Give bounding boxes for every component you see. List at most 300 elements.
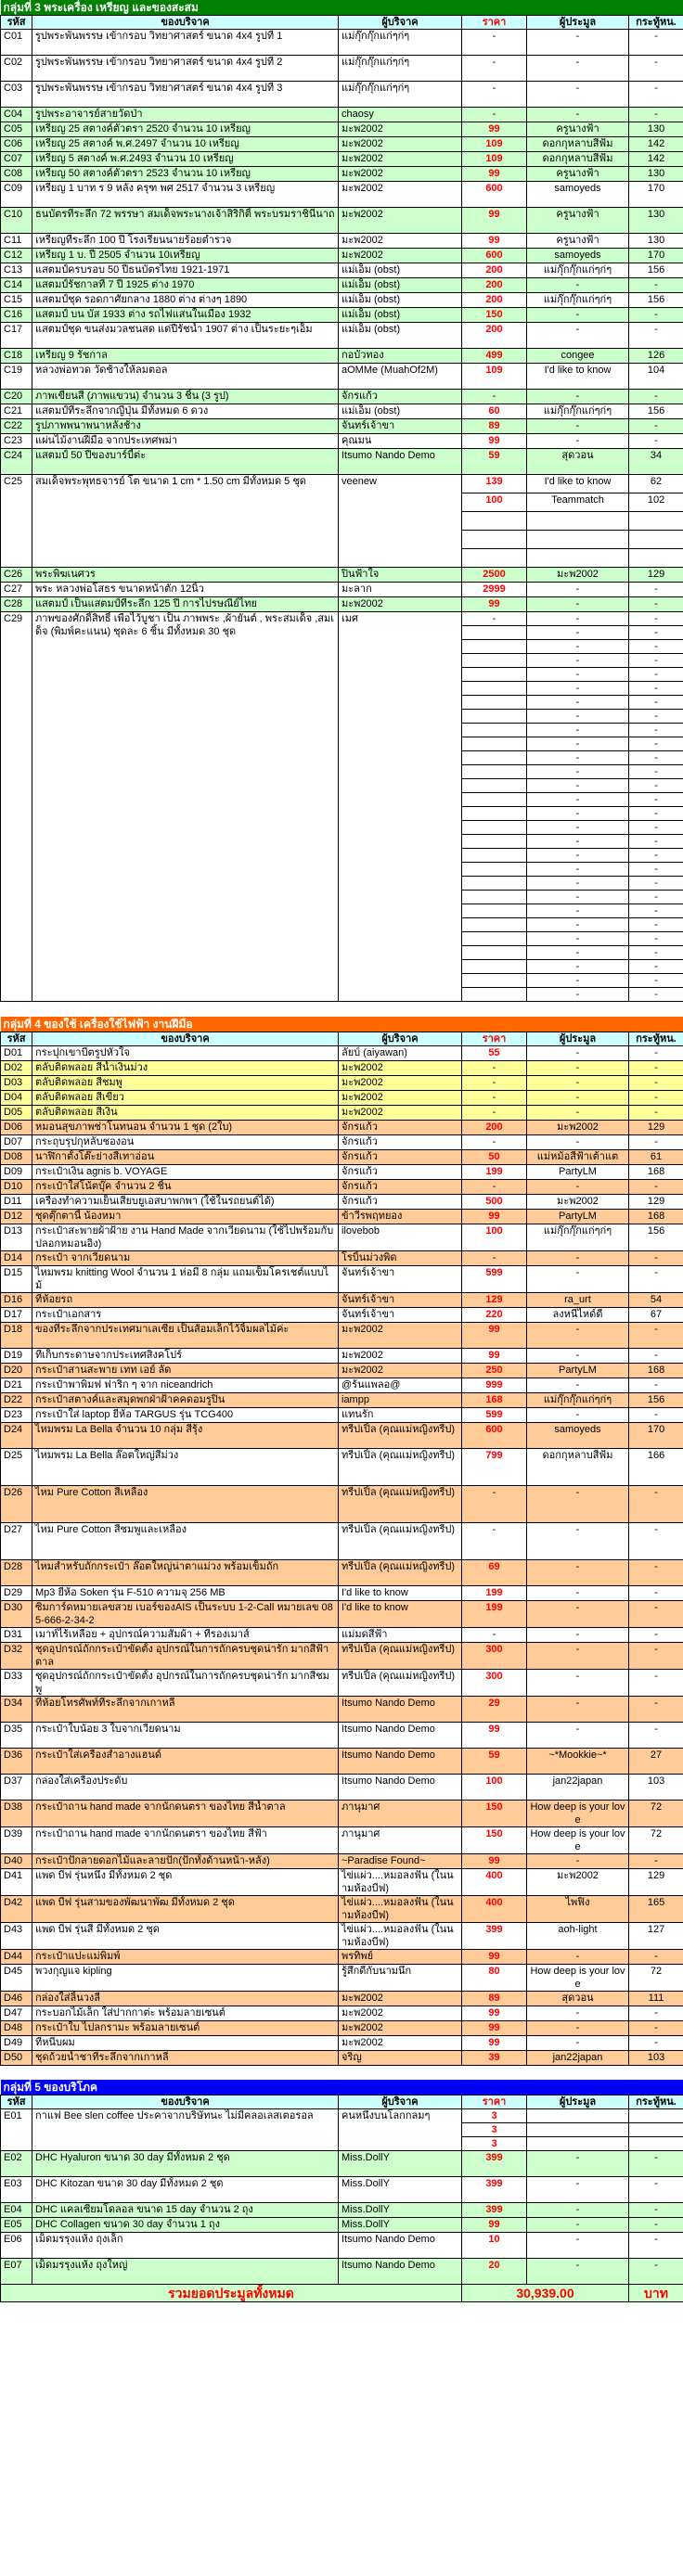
table-row [1,1669,683,1696]
bidder-name: มะพ2002 [527,1194,629,1209]
item-code: C12 [1,249,32,263]
table-row [1,1090,683,1105]
item-code: C20 [1,390,32,404]
price: 99 [462,1949,527,1964]
table-row [1,1105,683,1120]
item-name: ธนบัตรที่ระลึก 72 พรรษา สมเด็จพระนางเจ้าสิริกิติ์ พระบรมราชินีนาถ [32,208,339,234]
bidder-name: - [527,737,629,751]
donor-name: ทรีปเปิ้ล (คุณแม่หญิงทรีป) [339,1642,462,1669]
item-name: เครื่องทำความเย็นเสียบยูเอสบาพกพา (ใช้ในรถยนต์ได้) [32,1194,339,1209]
price: 150 [462,1800,527,1826]
item-name: กล่องใส่ลิ้นวงลี [32,1991,339,2006]
thread-number: - [629,765,683,779]
table-row [1,434,683,449]
bidder-name: aoh-light [527,1922,629,1949]
item-code: D09 [1,1164,32,1179]
header-donor: ผู้บริจาค [339,1032,462,1045]
bidder-name: - [527,946,629,960]
bidder-name: congee [527,349,629,364]
donor-name: จันทร์เจ้าขา [339,1292,462,1307]
thread-number: - [629,2233,683,2259]
thread-number: - [629,960,683,974]
thread-number: - [629,1696,683,1722]
price [462,793,527,807]
bidder-name: ครูนางฟ้า [527,234,629,249]
section-header [1,2080,683,2095]
bidder-name: - [527,835,629,849]
bidder-name: PartyLM [527,1164,629,1179]
bidder-name: - [527,1722,629,1748]
price: - [462,1250,527,1265]
item-code: C06 [1,137,32,152]
column-header-row [1,2095,683,2109]
bidder-name: How deep is your love [527,1826,629,1853]
item-name: แสตมป์ บน บัส 1933 ต่าง รถไฟแสนในเมือง 1932 [32,308,339,323]
item-code: D36 [1,1748,32,1774]
thread-number: - [629,877,683,891]
table-row [1,1774,683,1800]
item-code: D44 [1,1949,32,1964]
thread-number: 156 [629,263,683,278]
item-code: D37 [1,1774,32,1800]
price: 109 [462,152,527,167]
bidder-name: มะพ2002 [527,1868,629,1895]
donor-name: มะพ2002 [339,1322,462,1348]
thread-number: - [629,390,683,404]
item-code: C19 [1,364,32,390]
item-code: D05 [1,1105,32,1120]
thread-number: - [629,1250,683,1265]
thread-number: - [629,30,683,56]
donor-name: Miss.DollY [339,2218,462,2233]
table-row [1,1307,683,1322]
thread-number: - [629,2259,683,2285]
section-title: กลุ่มที่ 3 พระเครื่อง เหรียญ และของสะสม [1,0,683,16]
item-name: เหรียญ 5 สตางค์ พ.ศ.2493 จำนวน 10 เหรียญ [32,152,339,167]
price: 99 [462,597,527,612]
thread-number: - [629,419,683,434]
price: 99 [462,208,527,234]
table-row [1,1722,683,1748]
thread-number: 103 [629,1774,683,1800]
bidder-name: How deep is your love [527,1800,629,1826]
price: 500 [462,1194,527,1209]
table-row [1,1134,683,1149]
table-row [1,30,683,56]
header-thread: กระทู้หน. [629,16,683,30]
section-gap-cell [1,2065,683,2080]
price [462,779,527,793]
donor-name: ไข่แผ่ว....หมอลงฟัน (ในนามห้องบีฟ) [339,1868,462,1895]
price: 99 [462,434,527,449]
table-row [1,122,683,137]
price [462,960,527,974]
price: 100 [462,1774,527,1800]
item-name: แสตมป์ 50 ปีของบาร์บี้ต่ะ [32,449,339,475]
item-code: D08 [1,1149,32,1164]
table-row [1,2203,683,2218]
thread-number: - [629,821,683,835]
price: - [462,82,527,108]
bidder-name: - [527,640,629,654]
item-name: กระเป๋าใส่ laptop ยี่ห้อ TARGUS รุ่น TCG400 [32,1407,339,1422]
thread-number: - [629,1559,683,1585]
donor-name: จักรแก้ว [339,1179,462,1194]
price [462,512,527,531]
item-code: C22 [1,419,32,434]
table-row [1,137,683,152]
thread-number: 165 [629,1895,683,1922]
thread-number: 129 [629,568,683,583]
price: - [462,1627,527,1642]
bidder-name: แม่กุ๊กกุ๊กแก่ๆก่ๆ [527,1392,629,1407]
thread-number: 104 [629,364,683,390]
price: 99 [462,1853,527,1868]
section-gap [1,1002,683,1017]
bidder-name: - [527,308,629,323]
table-row [1,1559,683,1585]
donor-name: มะพ2002 [339,234,462,249]
bidder-name: - [527,1696,629,1722]
thread-number: - [629,597,683,612]
thread-number: - [629,323,683,349]
thread-number: - [629,654,683,668]
item-code: E04 [1,2203,32,2218]
bidder-name: - [527,904,629,918]
bidder-name: - [527,779,629,793]
item-name: แพด บีฟ รุ่นสามของพัฒนาพัฒ มีทั้งหมด 2 ชุด [32,1895,339,1922]
price [462,891,527,904]
table-row [1,2020,683,2035]
table-row [1,1448,683,1485]
price [462,640,527,654]
price: 400 [462,1895,527,1922]
thread-number: - [629,626,683,640]
thread-number: - [629,751,683,765]
item-name: Mp3 ยี่ห้อ Soken รุ่น F-510 ความจุ 256 MB [32,1585,339,1600]
table-row [1,475,683,493]
item-name: ตลับติดพลอย สีเงิน [32,1105,339,1120]
table-row [1,1392,683,1407]
table-row [1,56,683,82]
table-row [1,1991,683,2006]
price: - [462,1134,527,1149]
price: 3 [462,2109,527,2123]
bidder-name: - [527,434,629,449]
price [462,668,527,682]
total-label: รวมยอดประมูลทั้งหมด [1,2285,462,2302]
table-row [1,2218,683,2233]
donor-name: มะพ2002 [339,122,462,137]
donor-name: ทรีปเปิ้ล (คุณแม่หญิงทรีป) [339,1422,462,1448]
bidder-name: - [527,30,629,56]
table-row [1,1265,683,1292]
bidder-name: - [527,918,629,932]
section-header [1,1017,683,1032]
item-code: D31 [1,1627,32,1642]
item-name: แพด บีฟ รุ่นสี่ มีทั้งหมด 2 ชุด [32,1922,339,1949]
price: 89 [462,1991,527,2006]
thread-number: 142 [629,152,683,167]
item-name: พวงกุญแจ kipling [32,1964,339,1991]
bidder-name: - [527,2035,629,2050]
item-name: กระเป๋าเงิน agnis b. VOYAGE [32,1164,339,1179]
table-row [1,208,683,234]
thread-number: - [629,1075,683,1090]
bidder-name: - [527,821,629,835]
table-row [1,404,683,419]
item-name: แสตมป์ครบรอบ 50 ปีธนบัตรไทย 1921-1971 [32,263,339,278]
donor-name: Miss.DollY [339,2151,462,2177]
thread-number: 61 [629,1149,683,1164]
price: 300 [462,1669,527,1696]
table-row [1,263,683,278]
thread-number: - [629,1642,683,1669]
thread-number: - [629,1949,683,1964]
donor-name: มะพ2002 [339,597,462,612]
price: 99 [462,2035,527,2050]
bidder-name: PartyLM [527,1363,629,1378]
price: 600 [462,249,527,263]
bidder-name: How deep is your love [527,1964,629,1991]
donor-name: มะพ2002 [339,152,462,167]
thread-number [629,531,683,549]
bidder-name: ครูนางฟ้า [527,167,629,182]
thread-number: 166 [629,1448,683,1485]
price: 99 [462,2006,527,2020]
section-header [1,0,683,16]
donor-name: ilovebob [339,1224,462,1250]
item-name: ไหมพรม knitting Wool จำนวน 1 ห่อมี 8 กลุ่ม แถมเข็มโครเชต์แบบไม้ [32,1265,339,1292]
bidder-name: - [527,1045,629,1060]
price [462,724,527,737]
donor-name: มะพ2002 [339,2006,462,2020]
bidder-name: แม่กุ๊กกุ๊กแก่ๆก่ๆ [527,1224,629,1250]
item-code: D19 [1,1348,32,1363]
table-row [1,1120,683,1134]
item-code: D47 [1,2006,32,2020]
thread-number: - [629,1600,683,1627]
item-name: DHC Collagen ขนาด 30 day จำนวน 1 ถุง [32,2218,339,2233]
price [462,946,527,960]
price: 300 [462,1642,527,1669]
donor-name: ภานุมาศ [339,1826,462,1853]
item-code: D15 [1,1265,32,1292]
item-name: พระ หลวงพ่อโสธร ขนาดหน้าตัก 12นิ้ว [32,583,339,597]
thread-number: - [629,1378,683,1392]
table-row [1,1522,683,1559]
item-name: ชุดตุ๊กตานี้ น้องหมา [32,1209,339,1224]
column-header-row [1,16,683,30]
item-code: D42 [1,1895,32,1922]
thread-number: - [629,2020,683,2035]
donor-name: มะพ2002 [339,2035,462,2050]
item-code: C10 [1,208,32,234]
thread-number: 156 [629,293,683,308]
thread-number [629,549,683,568]
bidder-name: - [527,974,629,988]
thread-number: - [629,891,683,904]
thread-number: - [629,1060,683,1075]
item-code: D07 [1,1134,32,1149]
table-row [1,1250,683,1265]
item-name: กระถุบรุปกุหลับชองอน [32,1134,339,1149]
table-row [1,108,683,122]
table-row [1,612,683,626]
table-row [1,1149,683,1164]
price: 139 [462,475,527,493]
thread-number: - [629,1265,683,1292]
price: 199 [462,1600,527,1627]
table-row [1,278,683,293]
thread-number: 129 [629,1194,683,1209]
item-code: D01 [1,1045,32,1060]
thread-number: - [629,974,683,988]
table-row [1,1194,683,1209]
item-name: กระเป๋าเอกสาร [32,1307,339,1322]
item-name: ที่ห้อยโทรศัพท์ที่ระลึกจากเกาหลี [32,1696,339,1722]
item-code: C01 [1,30,32,56]
item-name: กระเป๋า จากเวียดนาม [32,1250,339,1265]
thread-number: 126 [629,349,683,364]
thread-number: - [629,863,683,877]
price [462,765,527,779]
item-code: C24 [1,449,32,475]
bidder-name: - [527,1949,629,1964]
item-code: C29 [1,612,32,1002]
thread-number: - [629,2151,683,2177]
bidder-name: ดอกกุหลาบสีฟ้ม [527,1448,629,1485]
bidder-name: - [527,1669,629,1696]
thread-number: 129 [629,1120,683,1134]
price: - [462,390,527,404]
thread-number: - [629,2035,683,2050]
bidder-name: - [527,932,629,946]
thread-number: 62 [629,475,683,493]
price: 109 [462,364,527,390]
thread-number: - [629,1669,683,1696]
item-code: E03 [1,2177,32,2203]
donor-name: จักรแก้ว [339,1149,462,1164]
bidder-name: - [527,82,629,108]
bidder-name: - [527,1322,629,1348]
bidder-name: แม่กุ๊กกุ๊กแก่ๆก่ๆ [527,263,629,278]
thread-number: 67 [629,1307,683,1322]
bidder-name: - [527,2151,629,2177]
bidder-name: แม่หม้อสีฟ้าเต้าแต [527,1149,629,1164]
price [462,626,527,640]
item-code: E07 [1,2259,32,2285]
item-code: C07 [1,152,32,167]
donor-name: มะพ2002 [339,137,462,152]
donor-name: veenew [339,475,462,568]
bidder-name: - [527,849,629,863]
donor-name: aOMMe (MuahOf2M) [339,364,462,390]
item-name: แสตมป์รัชกาลที่ 7 ปี 1925 ต่าง 1970 [32,278,339,293]
donor-name: ลัยบ์ (aiyawan) [339,1045,462,1060]
table-row [1,1179,683,1194]
auction-table-body [1,0,683,2302]
bidder-name: PartyLM [527,1209,629,1224]
thread-number: - [629,1585,683,1600]
table-row [1,1922,683,1949]
item-name: หลวงพ่อทวด วัดช้างให้ลมตอล [32,364,339,390]
price: - [462,612,527,626]
bidder-name: ra_urt [527,1292,629,1307]
donor-name: ~Paradise Found~ [339,1853,462,1868]
thread-number [629,2123,683,2137]
item-code: D34 [1,1696,32,1722]
price [462,932,527,946]
table-row [1,1060,683,1075]
price: 250 [462,1363,527,1378]
item-name: ตลับติดพลอย สีชมพู [32,1075,339,1090]
price: 99 [462,167,527,182]
donor-name: Itsumo Nando Demo [339,1696,462,1722]
item-code: C04 [1,108,32,122]
donor-name: จักรแก้ว [339,1120,462,1134]
bidder-name: samoyeds [527,1422,629,1448]
item-code: D28 [1,1559,32,1585]
thread-number: - [629,1322,683,1348]
price: 600 [462,1422,527,1448]
header-code: รหัส [1,16,32,30]
table-row [1,2050,683,2065]
item-name: ไหมพรม La Bella ล๊อตใหญ่สีม่วง [32,1448,339,1485]
item-name: รูปพระพันพรรษ เข้ากรอบ วิทยาศาสตร์ ขนาด 4x4 รูปที่ 3 [32,82,339,108]
thread-number: - [629,946,683,960]
price: 3 [462,2137,527,2151]
bidder-name: - [527,988,629,1002]
price: 39 [462,2050,527,2065]
item-code: C27 [1,583,32,597]
donor-name: Miss.DollY [339,2203,462,2218]
price: 99 [462,2218,527,2233]
donor-name: มะลาก [339,583,462,597]
item-code: D35 [1,1722,32,1748]
table-row [1,1696,683,1722]
donor-name: จักรแก้ว [339,390,462,404]
table-row [1,1164,683,1179]
price: 399 [462,2203,527,2218]
donor-name: ทรีปเปิ้ล (คุณแม่หญิงทรีป) [339,1522,462,1559]
thread-number: 130 [629,234,683,249]
thread-number: - [629,918,683,932]
table-row [1,2109,683,2123]
item-name: ภาพของศักดิ์สิทธิ์ เพื่อไว้บูชา เป็น ภาพพระ ,ผ้ายันต์ , พระสมเด็จ ,สมเด็จ (พิมพ์คะแนน) ชุดละ 6 ชิ้น มีทั้งหมด 30 ชุด [32,612,339,1002]
table-row [1,1748,683,1774]
bidder-name: - [527,56,629,82]
item-code: D11 [1,1194,32,1209]
bidder-name: ครูนางฟ้า [527,208,629,234]
donor-name: มะพ2002 [339,1090,462,1105]
column-header-row [1,1032,683,1045]
item-name: ชุดอุปกรณ์ถักกระเป๋าขัดตั้ง อุปกรณ์ในการถักครบชุดน่ารัก มากสีฟ้าตาล [32,1642,339,1669]
price: 99 [462,1209,527,1224]
bidder-name: - [527,2006,629,2020]
price: 59 [462,449,527,475]
thread-number: - [629,724,683,737]
item-name: กระเป๋าใส่เครื่องสำอางแฮนด์ [32,1748,339,1774]
thread-number: - [629,849,683,863]
price: 99 [462,2020,527,2035]
thread-number: - [629,1045,683,1060]
thread-number: - [629,1485,683,1522]
donor-name: กอบัวทอง [339,349,462,364]
header-code: รหัส [1,1032,32,1045]
item-code: C16 [1,308,32,323]
thread-number: 111 [629,1991,683,2006]
